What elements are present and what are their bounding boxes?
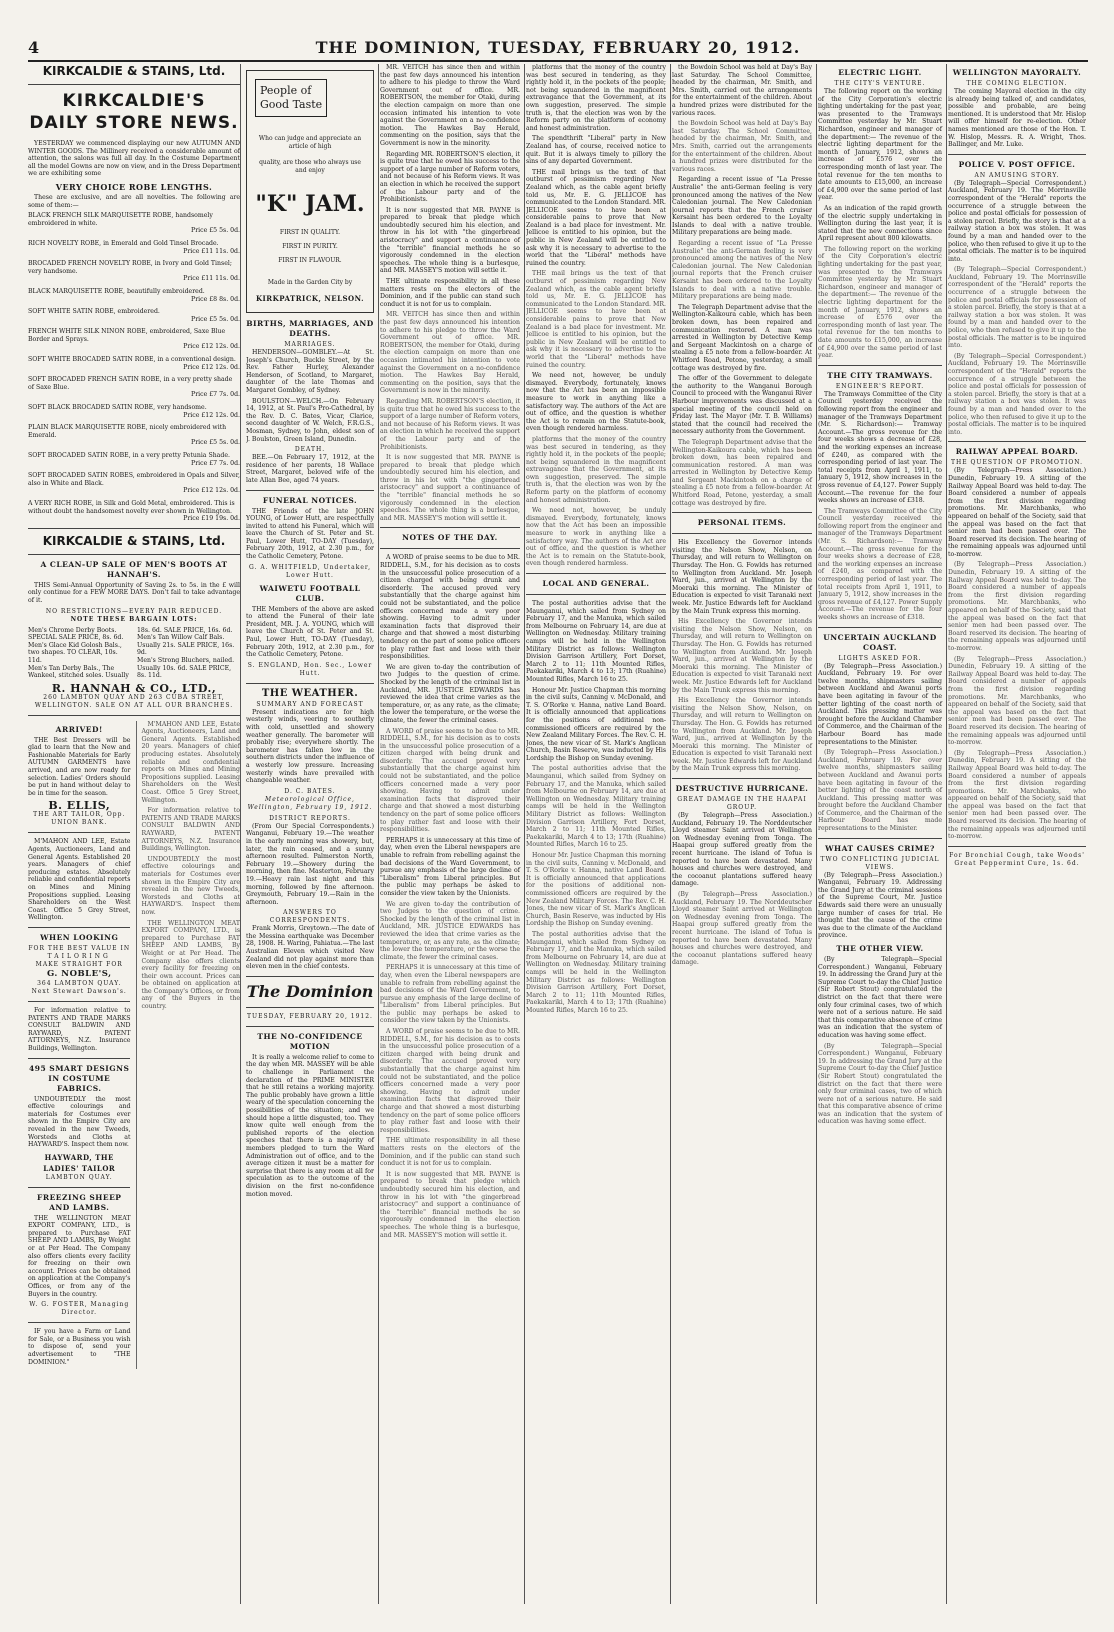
store-intro: YESTERDAY we commenced displaying our new AUTUMN AND WINTER GOODS. The Millinery received a considerable amount of attention, the salons was full all day. In the Costume Department all the model Gowns are now on view, and in the Dress Department we are exhibiting some xyxy=(28,140,240,178)
notes-text-1-more: A WORD of praise seems to be due to MR. RIDDELL, S.M., for his decision as to costs in the unsuccessful police prosecution of a citizen charged with being drunk and disorderly. The accused proved very substantially that the charge against him could not be substantiated, and the police officers concerned made a very poor showing. Having to admit under examination facts that disproved their charge and that showed a most disturbing tendency on the part of some police officers to play rather fast and loose with their responsibilities. xyxy=(380,1028,520,1134)
farm-text: IF you have a Farm or Land for Sale, or a Business you wish to dispose of, send your advertisement to "THE DOMINION." xyxy=(28,1328,131,1366)
masthead: THE DOMINION, TUESDAY, FEBRUARY 20, 1912. xyxy=(315,38,801,57)
store-news-title-1: KIRKCALDIE'S xyxy=(62,91,206,111)
column-1 xyxy=(28,64,241,1604)
hurricane-heading: DESTRUCTIVE HURRICANE. xyxy=(675,784,809,794)
other-view-text: (By Telegraph—Special Correspondent.) Wanganui, February 19. In addressing the Grand Jury at the Supreme Court to-day the Chief Justice (Sir Robert Stout) congratulated the district on the fact that there were only four criminal cases, two of which were not of a serious nature. He said that this comparative absence of crime was an indication that the system of education was having some effect. xyxy=(818,956,942,1039)
ellis-name: B. ELLIS, xyxy=(48,799,111,813)
dominion-flag: The Dominion xyxy=(246,981,374,1001)
hurricane-text: (By Telegraph—Press Association.) Auckland, February 19. The Norddeutscher Lloyd steamer Saint arrived at Wellington on Wednesday evening from Tonga. The Haapai group suffered greatly from the recent hurricane. The island of Tofua is reported to have been devastated. Many houses and churches were destroyed, and the cocoanut plantations suffered heavy damage. xyxy=(672,812,812,888)
police-text-more: (By Telegraph—Special Correspondent.) Auckland, February 19. The Morrinsville correspondent of the "Herald" reports the occurrence of a struggle between the police and postal officials for possession of a stolen parcel. Briefly, the story is that at a railway station a box was stolen. It was found by a man and handed over to the police, who then refused to give it up to the postal officials. The matter is to be inquired into. xyxy=(948,352,1086,436)
district-heading: DISTRICT REPORTS. xyxy=(269,814,351,822)
column-3 xyxy=(380,64,525,1604)
k-made: Made in the Garden City by xyxy=(267,279,353,286)
robe-price: Price £11 11s. 0d. xyxy=(183,275,240,283)
hannah-heading: A CLEAN-UP SALE OF MEN'S BOOTS AT HANNAH'S. xyxy=(40,559,228,579)
tram-heading: THE CITY TRAMWAYS. xyxy=(827,370,933,380)
firm-name: KIRKCALDIE & STAINS, Ltd. xyxy=(42,64,226,78)
k-first-2: FIRST IN PURITY. xyxy=(282,243,338,250)
robe-price: Price £12 12s. 0d. xyxy=(183,487,240,495)
electric-heading: ELECTRIC LIGHT. xyxy=(838,68,922,77)
robe-name: FRENCH WHITE SILK NINON ROBE, embroidered, Saxe Blue Border and Sprays. xyxy=(28,328,226,343)
robe-item xyxy=(28,328,240,351)
no-confidence-text: It is really a welcome relief to come to the day when MR. MASSEY will be able to challenge in Parliament the declaration of the PRIME MINISTER that he still retains a working majority. The public probably have grown a little weary of the speculation concerning the possibilities of the situation; and we should hope a little disgusted, too. They know quite well enough from the published reports of the election speeches that there is a majority of members pledged to turn the Ward Administration out of office, and to the average citizen it must be a matter for surprise that there is any room at all for speculation as to the outcome of the division on the first no-confidence motion moved. xyxy=(246,1053,374,1198)
col5-para-1: the Bowdoin School was held at Day's Bay last Saturday. The School Committee, headed by the chairman, Mr. Smith, and Mrs. Smith, carried out the arrangements for the entertainment of the children. About a hundred prizes were distributed for the various races. xyxy=(672,64,812,117)
col3-para-2-cont: Regarding MR. ROBERTSON'S election, it is quite true that he owed his success to the support of a large number of Reform voters, and not because of his Reform views. It was an election in which he received the support of the Labour party and of the Prohibitionists. xyxy=(380,397,520,451)
noble-name: G. NOBLE'S, xyxy=(46,968,112,979)
electric-text-cont: The following report on the working of the City Corporation's electric lighting undertaking for the past year, was presented to the Tramways Committee yesterday by Mr. Stuart Richardson, engineer and manager of the department:— The revenue of the electric lighting department for the month of January, 1912, shows an increase of £576 over the corresponding month of last year. The total revenue for the ten months to date amounts to £15,000, an increase of £4,900 over the same period of last year. xyxy=(818,245,942,360)
robe-name: RICH NOVELTY ROBE, in Emerald and Gold Tinsel Brocade. xyxy=(28,239,219,247)
noble-address: 364 LAMBTON QUAY. Next Stewart Dawson's. xyxy=(31,979,127,995)
k-firm: KIRKPATRICK, NELSON. xyxy=(255,294,365,303)
col1-continued-meat: THE WELLINGTON MEAT EXPORT COMPANY, LTD., is prepared to Purchase FAT SHEEP AND LAMBS, By Weight or at Per Head. The Company also offers clients every facility for freezing on their own account. Prices can be obtained on application at the Company's Offices, or from any of the Buyers in the country. xyxy=(141,919,240,1011)
column-4 xyxy=(526,64,671,1604)
club-heading: WAIWETU FOOTBALL CLUB. xyxy=(259,583,361,603)
personal-heading: PERSONAL ITEMS. xyxy=(697,518,787,528)
col1-continued-patents: For information relative to PATENTS AND TRADE MARKS CONSULT BALDWIN AND RAYWARD, PATENT ATTORNEYS, N.Z. Insurance Buildings, Wellington. xyxy=(141,807,240,853)
col1-continued-mahon: M'MAHON AND LEE, Estate Agents, Auctioneers, Land and General Agents. Established 20 years. Managers of chief producing estates. Absolutely reliable and confidential reports on Mines and Mining Propositions supplied. Leasing Shareholders on the West Coast. Office 5 Grey Street, Wellington. xyxy=(141,720,240,804)
col3-para-3-more: It is now suggested that MR. PAYNE is prepared to break that pledge which undoubtedly secured him his election, and throw in his lot with "the gingerbread aristocracy" and support a continuance of the "terrible" financial methods he so vigorously condemned in the election speeches. The whole thing is a burlesque, and MR. MASSEY'S motion will settle it. xyxy=(380,1170,520,1239)
robe-item xyxy=(28,472,240,495)
col5-para-4: The offer of the Government to delegate the authority to the Wanganui Borough Council to proceed with the Wanganui River Harbour improvements was discussed at a special meeting of the council held on Friday last. The Mayor (Mr. T. B. Williams) stated that the council had received the necessary authority from the Government. xyxy=(672,375,812,436)
hannah-item: Men's Strong Bluchers, nailed. Usually 10s. 6d. SALE PRICE, 8s. 11d. xyxy=(137,656,235,680)
patents-text: For information relative to PATENTS AND TRADE MARKS CONSULT BALDWIN AND RAYWARD, PATENT ATTORNEYS, N.Z. Insurance Buildings, Wellington. xyxy=(28,1006,131,1052)
noble-word: TAILORING xyxy=(47,952,111,960)
pgt-text-2: quality, are those who always use and enjoy xyxy=(259,159,361,174)
answers-heading: ANSWERS TO CORRESPONDENTS. xyxy=(269,909,351,925)
meat-heading: FREEZING SHEEP AND LAMBS. xyxy=(37,1192,122,1212)
robe-item xyxy=(28,288,240,303)
k-jam: "K" JAM. xyxy=(255,191,365,217)
robe-item xyxy=(28,452,240,467)
notes-heading: NOTES OF THE DAY. xyxy=(402,533,498,543)
mayoralty-heading: WELLINGTON MAYORALTY. xyxy=(952,68,1082,77)
personal-text-more: His Excellency the Governor intends visiting the Nelson Show, Nelson, on Thursday, and will return to Wellington on Thursday. The Hon. G. Fowlds has returned to Wellington from Auckland. Mr. Joseph Ward, jun., arrived at Wellington by the Moeraki this morning. The Minister of Education is expected to visit Taranaki next week. Mr. Justice Edwards left for Auckland by the Main Trunk express this morning. xyxy=(672,697,812,773)
page-header xyxy=(28,38,1088,62)
railway-text-cont: (By Telegraph—Press Association.) Dunedin, February 19. A sitting of the Railway Appeal Board was held to-day. The Board considered a number of appeals from the first division regarding promotions. Mr. Marchbanks, who appeared on behalf of the Society, said that the appeal was based on the fact that senior men had been passed over. The Board reserved its decision. The hearing of the remaining appeals was adjourned until to-morrow. xyxy=(948,561,1086,652)
crime-text: (By Telegraph—Press Association.) Wanganui, February 19. Addressing the Grand Jury at the criminal sessions of the Supreme Court, Mr. Justice Edwards said there were an unusually large number of cases for trial. He thought that the cause of the crime was due to the climate of the Auckland province. xyxy=(818,871,942,940)
firm-name-2: KIRKCALDIE & STAINS, Ltd. xyxy=(42,533,226,548)
col5-para-2: Regarding a recent issue of "La Presse Australie" the anti-German feeling is very pronounced among the natives of the New Caledonian journal. The New Caledonian journal reports that the French cruiser Kersaint has been ordered to the Loyalty Islands to deal with a native trouble. Military preparations are being made. xyxy=(672,176,812,237)
district-text: (From Our Special Correspondents.) Wanganui, February 19.—The weather in the early morning was showery, but, later, the rain ceased, and a sunny afternoon resulted. Palmerston North, February 19.—Showery during the morning, then fine. Masterton, February 19.—Heavy rain last night and this morning, followed by fine afternoon. Greymouth, February 19.—Rain in the afternoon. xyxy=(246,822,374,906)
robe-name: SOFT BROCADED FRENCH SATIN ROBE, in a very pretty shade of Saxe Blue. xyxy=(28,376,233,391)
local-text-1-cont: The postal authorities advise that the Maunganui, which sailed from Sydney on February 17, and the Manuka, which sailed from Melbourne on February 14, are due at Wellington on Wednesday. Military training camps will be held in the Wellington Military District as follows: Wellington Division Garrison Artillery, Fort Dorset, March 2 to 11; 11th Mounted Rifles, Paekakariki, March 4 to 13; 17th (Ruahine) Mounted Rifles, March 16 to 25. xyxy=(526,765,666,849)
hannah-items-heading: NOTE THESE BARGAIN LOTS: xyxy=(70,615,198,623)
col5-para-3: The Telegraph Department advise that the Wellington-Kaikoura cable, which has been broken down, has been repaired and communication restored. A man was arrested in Wellington by Detective Kemp and Sergeant Mackintosh on a charge of stealing a £5 note from a fellow-boarder. At Whitford Road, Petone, yesterday, a small cottage was destroyed by fire. xyxy=(672,303,812,372)
col3-para-3: It is now suggested that MR. PAYNE is prepared to break that pledge which undoubtedly secured him his election, and throw in his lot with "the gingerbread aristocracy" and support a continuance of the "terrible" financial methods he so vigorously condemned in the election speeches. The whole thing is a burlesque, and MR. MASSEY'S motion will settle it. xyxy=(380,206,520,275)
notes-text-3: PERHAPS it is unnecessary at this time of day, when even the Liberal newspapers are unable to refrain from rebelling against the bad decisions of the Ward Government, to pursue any emphasis of the large decline of "Liberalism" from Liberal principles. But the public may perhaps be asked to consider the view taken by the Unionists. xyxy=(380,836,520,897)
coast-text: (By Telegraph—Press Association.) Auckland, February 19. For over twelve months, shipmasters sailing between Auckland and Awanui ports have been agitating in favour of the better lighting of the coast north of Auckland. This pressing matter was brought before the Auckland Chamber of Commerce, and the Chairman of the Harbour Board has made representations to the Minister. xyxy=(818,662,942,746)
ellis-arrived: ARRIVED! xyxy=(55,724,103,734)
col4-para-4-cont: We need not, however, be unduly dismayed. Everybody, fortunately, knows now that the Act has been an impossible measure to work in anything like a satisfactory way. The authors of the Act are out of office, and the question is whether the Act is to remain on the Statute-book, even though rendered harmless. xyxy=(526,507,666,568)
local-heading: LOCAL AND GENERAL. xyxy=(542,579,650,588)
electric-text-2: As an indication of the rapid growth of the electric supply undertaking in Wellington during the last year, it is stated that the new connections since April represent about 800 kilowatts. xyxy=(818,204,942,243)
hayward-text: UNDOUBTEDLY the most effective colourings and materials for Costumes ever shown in the Empire City are revealed in the new Tweeds, Worsteds and Cloths at HAYWARD'S. Inspect them now. xyxy=(28,1095,131,1149)
robe-heading: VERY CHOICE ROBE LENGTHS. xyxy=(55,181,213,192)
ellis-sub: THE ART TAILOR, Opp. UNION BANK. xyxy=(33,811,126,827)
local-text-1: The postal authorities advise that the Maunganui, which sailed from Sydney on February 17, and the Manuka, which sailed from Melbourne on February 14, are due at Wellington on Wednesday. Military training camps will be held in the Wellington Military District as follows: Wellington Division Garrison Artillery, Fort Dorset, March 2 to 11; 11th Mounted Rifles, Paekakariki, March 4 to 13; 17th (Ruahine) Mounted Rifles, March 16 to 25. xyxy=(526,600,666,683)
tram-text-cont: The Tramways Committee of the City Council yesterday received the following report from the engineer and manager of the Tramways Department (Mr. S. Richardson):— Tramway Account.—The gross revenue for the four weeks shows a decrease of £28, and the working expenses an increase of £240, as compared with the corresponding period of last year. The total receipts from April 1, 1911, to January 5, 1912, show increases in the gross revenue of £4,127. Power Supply Account.—The revenue for the four weeks shows an increase of £318. xyxy=(818,507,942,621)
weather-sub: SUMMARY AND FORECAST xyxy=(256,700,364,708)
other-view-text-cont: (By Telegraph—Special Correspondent.) Wanganui, February 19. In addressing the Grand Jury at the Supreme Court to-day the Chief Justice (Sir Robert Stout) congratulated the district on the fact that there were only four criminal cases, two of which were not of a serious nature. He said that this comparative absence of crime was an indication that the system of education was having some effect. xyxy=(818,1042,942,1126)
robe-name: SOFT BROCADED SATIN ROBES, embroidered in Opals and Silver, also in White and Black. xyxy=(28,472,240,487)
answers-text: Frank Morris, Greytown.—The date of the Messina earthquake was December 28, 1908. H. Waring, Pahiatua.—The last Australian Eleven which visited New Zealand did not play against more than eleven men in the chief contests. xyxy=(246,925,374,971)
robe-item xyxy=(28,376,240,399)
robe-item xyxy=(28,356,240,371)
col5-para-2-cont: Regarding a recent issue of "La Presse Australie" the anti-German feeling is very pronounced among the natives of the New Caledonian journal. The New Caledonian journal reports that the French cruiser Kersaint has been ordered to the Loyalty Islands to deal with a native trouble. Military preparations are being made. xyxy=(672,240,812,301)
robe-item xyxy=(28,212,240,235)
hayward-address: LAMBTON QUAY. xyxy=(45,1173,113,1181)
hannah-items xyxy=(28,627,240,680)
police-text: (By Telegraph—Special Correspondent.) Auckland, February 19. The Morrinsville correspondent of the "Herald" reports the occurrence of a struggle between the police and postal officials for possession of a stolen parcel. Briefly, the story is that at a railway station a box was stolen. It was found by a man and handed over to the police, who then refused to give it up to the postal officials. The matter is to be inquired into. xyxy=(948,179,1086,263)
hannah-item: Men's Glace Kid Golosh Bals., two shapes. TO CLEAR, 10s. 11d. xyxy=(28,641,122,664)
robe-name: SOFT WHITE SATIN ROBE, embroidered. xyxy=(28,308,160,316)
robe-item xyxy=(28,424,240,447)
pgt-text-1: Who can judge and appreciate an article of high xyxy=(258,135,362,150)
local-text-1-more: The postal authorities advise that the Maunganui, which sailed from Sydney on February 17, and the Manuka, which sailed from Melbourne on February 14, are due at Wellington on Wednesday. Military training camps will be held in the Wellington Military District as follows: Wellington Division Garrison Artillery, Fort Dorset, March 2 to 11; 11th Mounted Rifles, Paekakariki, March 4 to 13; 17th (Ruahine) Mounted Rifles, March 16 to 25. xyxy=(526,930,666,1014)
hannah-intro: THIS Semi-Annual Opportunity of Saving 2s. to 5s. in the £ will only continue for a FEW MORE DAYS. Don't fail to take advantage of it. xyxy=(28,581,240,604)
crime-sub: TWO CONFLICTING JUDICIAL VIEWS. xyxy=(820,855,940,871)
k-first-1: FIRST IN QUALITY. xyxy=(279,229,341,236)
robe-name: SOFT BROCADED SATIN ROBE, in a very pretty Petunia Shade. xyxy=(28,452,230,459)
col4-para-3: THE mail brings us the text of that outburst of pessimism regarding New Zealand which, as the cable agent briefly told us, Mr. E. G. JELLICOE has communicated to the London Standard. MR. JELLICOE seems to have been at considerable pains to prove that New Zealand is a bad place for investment. Mr. Jellicoe is entitled to his opinion, but the public in New Zealand will be entitled to ask why it is necessary to advertise to the world that the "Liberal" methods have ruined the country. xyxy=(526,168,666,267)
robe-name: PLAIN BLACK MARQUISETTE ROBE, nicely embroidered with Emerald. xyxy=(28,424,227,439)
k-jam-advert xyxy=(246,70,374,313)
pgt-title-1: People of xyxy=(260,84,312,97)
railway-heading: RAILWAY APPEAL BOARD. xyxy=(955,447,1079,457)
weather-heading: THE WEATHER. xyxy=(261,687,359,699)
police-text-cont: (By Telegraph—Special Correspondent.) Auckland, February 19. The Morrinsville correspondent of the "Herald" reports the occurrence of a struggle between the police and postal officials for possession of a stolen parcel. Briefly, the story is that at a railway station a box was stolen. It was found by a man and handed over to the police, who then refused to give it up to the postal officials. The matter is to be inquired into. xyxy=(948,266,1086,350)
col5-para-1-cont: the Bowdoin School was held at Day's Bay last Saturday. The School Committee, headed by the chairman, Mr. Smith, and Mrs. Smith, carried out the arrangements for the entertainment of the children. About a hundred prizes were distributed for the various races. xyxy=(672,120,812,173)
hurricane-sub: GREAT DAMAGE IN THE HAAPAI GROUP. xyxy=(677,796,807,812)
pgt-title-2: Good Taste xyxy=(260,98,323,111)
col3-para-4-more: THE ultimate responsibility in all these matters rests on the electors of the Dominion, and if the public can stand such conduct it is not for us to complain. xyxy=(380,1137,520,1168)
other-view-heading: THE OTHER VIEW. xyxy=(836,944,924,953)
police-heading: POLICE V. POST OFFICE. xyxy=(958,159,1076,169)
death-heading: DEATH. xyxy=(294,446,326,454)
noble-heading: WHEN LOOKING xyxy=(40,932,119,942)
marriages-heading: MARRIAGES. xyxy=(284,341,336,348)
column-6 xyxy=(818,64,947,1604)
hayward-name: HAYWARD, THE LADIES' TAILOR xyxy=(43,1152,116,1173)
col5-para-3-cont: The Telegraph Department advise that the Wellington-Kaikoura cable, which has been broken down, has been repaired and communication restored. A man was arrested in Wellington by Detective Kemp and Sergeant Mackintosh on a charge of stealing a £5 note from a fellow-boarder. At Whitford Road, Petone, yesterday, a small cottage was destroyed by fire. xyxy=(672,438,812,507)
col3-para-1: MR. VEITCH has since then and within the past few days announced his intention to adhere to his pledge to throw the Ward Government out of office. MR. ROBERTSON, the member for Otaki, during the election campaign on more than one occasion intimated his intention to vote against the Government on a no-confidence motion. The Hawkes Bay Herald, commenting on the position, says that the Government is now in the minority. xyxy=(380,64,520,147)
marriage-2: BOULSTON—WELCH.—On February 14, 1912, at St. Paul's Pro-Cathedral, by the Rev. D. C. Bates, Vicar, Clarice, second daughter of W. Welch, F.R.G.S., Mosman, Sydney, to John, eldest son of J. Boulston, Green Island, Dunedin. xyxy=(246,397,374,443)
police-sub: AN AMUSING STORY. xyxy=(974,171,1060,179)
notes-text-1: A WORD of praise seems to be due to MR. RIDDELL, S.M., for his decision as to costs in the unsuccessful police prosecution of a citizen charged with being drunk and disorderly. The accused proved very substantially that the charge against him could not be substantiated, and the police officers concerned made a very poor showing. Having to admit under examination facts that disproved their charge and that showed a most disturbing tendency on the part of some police officers to play rather fast and loose with their responsibilities. xyxy=(380,554,520,661)
ellis-text: THE Best Dressers will be glad to learn that the New and Fashionable Materials for Early AUTUMN GARMENTS have arrived, and are now ready for selection. Ladies' Orders should be put in hand without delay to be in time for the season. xyxy=(28,736,131,797)
coast-text-cont: (By Telegraph—Press Association.) Auckland, February 19. For over twelve months, shipmasters sailing between Auckland and Awanui ports have been agitating in favour of the better lighting of the coast north of Auckland. This pressing matter was brought before the Auckland Chamber of Commerce, and the Chairman of the Harbour Board has made representations to the Minister. xyxy=(818,749,942,833)
railway-sub: THE QUESTION OF PROMOTION. xyxy=(950,459,1084,467)
robe-price: Price £8 8s. 0d. xyxy=(191,295,240,303)
bottom-notice: For Bronchial Cough, take Woods' Great Peppermint Cure, 1s. 6d. xyxy=(949,851,1085,867)
robe-item xyxy=(28,308,240,323)
weather-text: Present indications are for high westerly winds, veering to southerly with cold, unsettled and showery weather generally. The barometer will probably rise; everywhere shortly. The barometer has fallen low in the southern districts under the influence of a westerly low pressure. Increasing westerly winds have prevailed with changeable weather. xyxy=(246,708,374,785)
robe-item xyxy=(28,240,240,255)
robe-name: SOFT WHITE BROCADED SATIN ROBE, in a conventional design. xyxy=(28,356,236,364)
meat-sign: W. G. FOSTER, Managing Director. xyxy=(29,1301,130,1317)
coast-heading: UNCERTAIN AUCKLAND COAST. xyxy=(823,632,937,652)
notes-text-2-cont: We are given to-day the contribution of two Judges to the question of crime. Shocked by the length of the criminal list in Auckland, MR. JUSTICE EDWARDS has reviewed the idea that crime varies as the temperature, or, as any rate, as the climate; the lower the temperature, or the worse the climate, the fewer the criminal cases. xyxy=(380,900,520,961)
col1-continued-hayward: UNDOUBTEDLY the most effective colourings and materials for Costumes ever shown in the Empire City are revealed in the new Tweeds, Worsteds and Cloths at HAYWARD'S. Inspect them now. xyxy=(141,855,240,916)
robe-price: Price £19 19s. 0d. xyxy=(183,515,240,523)
mahon-text: M'MAHON AND LEE, Estate Agents, Auctioneers, Land and General Agents. Established 20 years. Managers of chief producing estates. Absolutely reliable and confidential reports on Mines and Mining Propositions supplied. Leasing Shareholders on the West Coast. Office 5 Grey Street, Wellington. xyxy=(28,838,131,922)
notes-text-2: We are given to-day the contribution of two Judges to the question of crime. Shocked by the length of the criminal list in Auckland, MR. JUSTICE EDWARDS has reviewed the idea that crime varies as the temperature, or, as any rate, as the climate; the lower the temperature, or the worse the climate, the fewer the criminal cases. xyxy=(380,663,520,724)
col3-para-2: Regarding MR. ROBERTSON'S election, it is quite true that he owed his success to the support of a large number of Reform voters, and not because of his Reform views. It was an election in which he received the support of the Labour party and of the Prohibitionists. xyxy=(380,150,520,204)
column-7 xyxy=(948,64,1086,1604)
hannah-address: 260 LAMBTON QUAY AND 263 CUBA STREET, WELLINGTON. SALE ON AT ALL OUR BRANCHES. xyxy=(34,693,234,709)
hayward-heading: 495 SMART DESIGNS IN COSTUME FABRICS. xyxy=(29,1063,130,1093)
hannah-item: Men's Tan Willow Calf Bals. Usually 21s. SALE PRICE, 16s. 9d. xyxy=(137,634,235,657)
notes-text-3-cont: PERHAPS it is unnecessary at this time of day, when even the Liberal newspapers are unable to refrain from rebelling against the bad decisions of the Ward Government, to pursue any emphasis of the large decline of "Liberalism" from Liberal principles. But the public may perhaps be asked to consider the view taken by the Unionists. xyxy=(380,964,520,1025)
no-confidence-heading: THE NO-CONFIDENCE MOTION xyxy=(257,1031,363,1051)
noble-make: MAKE STRAIGHT FOR xyxy=(35,960,123,968)
funeral-heading: FUNERAL NOTICES. xyxy=(262,495,358,505)
dominion-date: TUESDAY, FEBRUARY 20, 1912. xyxy=(247,1012,373,1020)
col4-para-4: We need not, however, be unduly dismayed. Everybody, fortunately, knows now that the Act has been an impossible measure to work in anything like a satisfactory way. The authors of the Act are out of office, and the question is whether the Act is to remain on the Statute-book, even though rendered harmless. xyxy=(526,372,666,433)
robe-price: Price £12 12s. 0d. xyxy=(183,363,240,371)
k-first-3: FIRST IN FLAVOUR. xyxy=(278,257,342,264)
personal-text: His Excellency the Governor intends visiting the Nelson Show, Nelson, on Thursday, and will return to Wellington on Thursday. The Hon. G. Fowlds has returned to Wellington from Auckland. Mr. Joseph Ward, jun., arrived at Wellington by the Moeraki this morning. The Minister of Education is expected to visit Taranaki next week. Mr. Justice Edwards left for Auckland by the Main Trunk express this morning. xyxy=(672,539,812,615)
robe-price: Price £12 12s. 0d. xyxy=(183,411,240,419)
marriage-1: HENDERSON—GOMBLEY.—At St. Joseph's Church, Buckle Street, by the Rev. Father Hurley, Alexander Henderson, of Scotland, to Margaret, daughter of the late Thomas and Margaret Gombley, of Sydney. xyxy=(246,349,374,394)
railway-text-end: (By Telegraph—Press Association.) Dunedin, February 19. A sitting of the Railway Appeal Board was held to-day. The Board considered a number of appeals from the first division regarding promotions. Mr. Marchbanks, who appeared on behalf of the Society, said that the appeal was based on the fact that senior men had been passed over. The Board reserved its decision. The hearing of the remaining appeals was adjourned until to-morrow. xyxy=(948,749,1086,841)
coast-sub: LIGHTS ASKED FOR. xyxy=(838,654,922,662)
col3-para-3-cont: It is now suggested that MR. PAYNE is prepared to break that pledge which undoubtedly secured him his election, and throw in his lot with "the gingerbread aristocracy" and support a continuance of the "terrible" financial methods he so vigorously condemned in the election speeches. The whole thing is a burlesque, and MR. MASSEY'S motion will settle it. xyxy=(380,454,520,522)
robe-item xyxy=(28,260,240,283)
robe-list xyxy=(28,212,240,523)
personal-text-cont: His Excellency the Governor intends visiting the Nelson Show, Nelson, on Thursday, and will return to Wellington on Thursday. The Hon. G. Fowlds has returned to Wellington from Auckland. Mr. Joseph Ward, jun., arrived at Wellington by the Moeraki this morning. The Minister of Education is expected to visit Taranaki next week. Mr. Justice Edwards left for Auckland by the Main Trunk express this morning. xyxy=(672,618,812,694)
electric-text: The following report on the working of the City Corporation's electric lighting undertaking for the past year, was presented to the Tramways Committee yesterday by Mr. Stuart Richardson, engineer and manager of the department:— The revenue of the electric lighting department for the month of January, 1912, shows an increase of £576 over the corresponding month of last year. The total revenue for the ten months to date amounts to £15,000, an increase of £4,900 over the same period of last year. xyxy=(818,88,942,202)
meat-text: THE WELLINGTON MEAT EXPORT COMPANY, LTD., is prepared to Purchase FAT SHEEP AND LAMBS, By Weight or at Per Head. The Company also offers clients every facility for freezing on their own account. Prices can be obtained on application at the Company's Offices, or from any of the Buyers in the country. xyxy=(28,1214,131,1298)
mayoralty-sub: THE COMING ELECTION. xyxy=(966,80,1068,87)
local-text-2: Honour Mr. Justice Chapman this morning in the civil suits, Canning v. McDonald, and T. S. O'Rorke v. Hanna, native Land Board. It is officially announced that applications for the positions of additional non-commissioned officers are required by the New Zealand Military Forces. The Rev. C. H. Jones, the new vicar of St. Mark's Anglican Church, Basin Reserve, was inducted by His Lordship the Bishop on Sunday evening. xyxy=(526,686,666,762)
robe-price: Price £5 5s. 0d. xyxy=(191,227,240,235)
robe-price: Price £12 12s. 0d. xyxy=(183,343,240,351)
robe-note: These are exclusive, and are all novelties. The following are some of them:— xyxy=(28,193,240,209)
col4-para-1: platforms that the money of the country was best secured in tendering, as they rightly hold it, in the pockets of the people; not being squandered in the magnificent extravagance that the Government, at its own suggestion, preserved. The simple truth is, that the election was won by the Reform party on the platform of economy and honest administration. xyxy=(526,64,666,132)
local-text-2-cont: Honour Mr. Justice Chapman this morning in the civil suits, Canning v. McDonald, and T. S. O'Rorke v. Hanna, native Land Board. It is officially announced that applications for the positions of additional non-commissioned officers are required by the New Zealand Military Forces. The Rev. C. H. Jones, the new vicar of St. Mark's Anglican Church, Basin Reserve, was inducted by His Lordship the Bishop on Sunday evening. xyxy=(526,852,666,928)
electric-sub: THE CITY'S VENTURE. xyxy=(834,80,926,87)
funeral-1: THE Friends of the late JOHN YOUNG, of Lower Hutt, are respectfully invited to attend his Funeral, which will leave the Church of St. Peter and St. Paul, Lower Hutt, TO-DAY (Tuesday), February 20th, 1912, at 2.30 p.m., for the Catholic Cemetery, Petone. xyxy=(246,507,374,561)
weather-sign: D. C. BATES. xyxy=(284,787,336,795)
robe-price: Price £5 5s. 0d. xyxy=(191,315,240,323)
notes-text-1-cont: A WORD of praise seems to be due to MR. RIDDELL, S.M., for his decision as to costs in the unsuccessful police prosecution of a citizen charged with being drunk and disorderly. The accused proved very substantially that the charge against him could not be substantiated, and the police officers concerned made a very poor showing. Having to admit under examination facts that disproved their charge and that showed a most disturbing tendency on the part of some police officers to play rather fast and loose with their responsibilities. xyxy=(380,727,520,834)
robe-price: Price £11 11s. 0d. xyxy=(183,247,240,255)
robe-price: Price £7 7s. 0d. xyxy=(191,459,240,467)
funeral-sign: G. A. WHITFIELD, Undertaker, Lower Hutt. xyxy=(248,563,372,579)
tram-sub: ENGINEER'S REPORT. xyxy=(835,382,925,390)
column-2 xyxy=(246,64,379,1604)
death-1: BEE.—On February 17, 1912, at the residence of her parents, 18 Wallace Street, Margaret, beloved wife of the late Allan Bee, aged 74 years. xyxy=(246,454,374,484)
railway-text: (By Telegraph—Press Association.) Dunedin, February 19. A sitting of the Railway Appeal Board was held to-day. The Board considered a number of appeals from the first division regarding promotions. Mr. Marchbanks, who appeared on behalf of the Society, said that the appeal was based on the fact that senior men had been passed over. The Board reserved its decision. The hearing of the remaining appeals was adjourned until to-morrow. xyxy=(948,467,1086,558)
robe-name: SOFT BLACK BROCADED SATIN ROBE, very handsome. xyxy=(28,404,207,412)
robe-item xyxy=(28,500,240,523)
railway-text-more: (By Telegraph—Press Association.) Dunedin, February 19. A sitting of the Railway Appeal Board was held to-day. The Board considered a number of appeals from the first division regarding promotions. Mr. Marchbanks, who appeared on behalf of the Society, said that the appeal was based on the fact that senior men had been passed over. The Board reserved its decision. The hearing of the remaining appeals was adjourned until to-morrow. xyxy=(948,655,1086,747)
robe-price: Price £7 7s. 0d. xyxy=(191,391,240,399)
store-news-title-2: DAILY STORE NEWS. xyxy=(29,113,239,133)
weather-office: Meteorological Office, Wellington, February 19, 1912. xyxy=(247,795,373,811)
robe-price: Price £5 5s. 0d. xyxy=(191,439,240,447)
mayoralty-text: The coming Mayoral election in the city is already being talked of, and candidates, possible and probable, are being mentioned. It is understood that Mr. Hislop will offer himself for re-election. Other names mentioned are those of the Hon. T. W. Hislop, Messrs. R. A. Wright, Thos. Ballinger, and Mr. Luke. xyxy=(948,88,1086,149)
hannah-firm: R. HANNAH & CO., LTD., xyxy=(51,681,217,695)
tram-text: The Tramways Committee of the City Council yesterday received the following report from the engineer and manager of the Tramways Department (Mr. S. Richardson):— Tramway Account.—The gross revenue for the four weeks shows a decrease of £28, and the working expenses an increase of £240, as compared with the corresponding period of last year. The total receipts from April 1, 1911, to January 5, 1912, show increases in the gross revenue of £4,127. Power Supply Account.—The revenue for the four weeks shows an increase of £318. xyxy=(818,390,942,505)
column-5 xyxy=(672,64,817,1604)
col4-para-1-cont: platforms that the money of the country was best secured in tendering, as they rightly hold it, in the pockets of the people; not being squandered in the magnificent extravagance that the Government, at its own suggestion, preserved. The simple truth is, that the election was won by the Reform party on the platform of economy and honest administration. xyxy=(526,435,666,504)
hannah-item: Men's Tan Derby Bals., The Wankeel, stitched soles. Usually 18s. 6d. SALE PRICE, 16s. 6d. xyxy=(28,626,233,680)
club-text: THE Members of the above are asked to attend the Funeral of their late President, MR. J. A. YOUNG, which will leave the Church of St. Peter and St. Paul, Lower Hutt, TO-DAY (Tuesday), February 20th, 1912, at 2.30 p.m., for the Catholic Cemetery, Petone. xyxy=(246,605,374,659)
page-number: 4 xyxy=(28,38,40,57)
club-sign: S. ENGLAND, Hon. Sec., Lower Hutt. xyxy=(247,661,373,677)
col3-para-1-cont: MR. VEITCH has since then and within the past few days announced his intention to adhere to his pledge to throw the Ward Government out of office. MR. ROBERTSON, the member for Otaki, during the election campaign on more than one occasion intimated his intention to vote against the Government on a no-confidence motion. The Hawkes Bay Herald, commenting on the position, says that the Government is now in the minority. xyxy=(380,311,520,395)
robe-name: BLACK MARQUISETTE ROBE, beautifully embroidered. xyxy=(28,287,205,295)
crime-heading: WHAT CAUSES CRIME? xyxy=(825,843,935,853)
robe-name: A VERY RICH ROBE, in Silk and Gold Metal, embroidered. This is without doubt the handsomest novelty ever shown in Wellington. xyxy=(28,499,235,515)
hurricane-text-cont: (By Telegraph—Press Association.) Auckland, February 19. The Norddeutscher Lloyd steamer Saint arrived at Wellington on Wednesday evening from Tonga. The Haapai group suffered greatly from the recent hurricane. The island of Tofua is reported to have been devastated. Many houses and churches were destroyed, and the cocoanut plantations suffered heavy damage. xyxy=(672,891,812,967)
col4-para-2: The spendthrift "Liberal" party in New Zealand has, of course, received notice to quit. But it is always timely to pillory the sins of any departed Government. xyxy=(526,135,666,166)
hannah-note: NO RESTRICTIONS—EVERY PAIR REDUCED. xyxy=(45,607,223,615)
col3-para-4: THE ultimate responsibility in all these matters rests on the electors of the Dominion, and if the public can stand such conduct it is not for us to complain. xyxy=(380,278,520,308)
bmd-heading: BIRTHS, MARRIAGES, AND DEATHS. xyxy=(246,319,374,338)
noble-sub: FOR THE BEST VALUE IN xyxy=(28,944,131,952)
hannah-item: Men's Chrome Derby Boots. SPECIAL SALE PRICE, 8s. 6d. xyxy=(28,626,124,642)
robe-name: BLACK FRENCH SILK MARQUISETTE ROBE, handsomely embroidered in white. xyxy=(28,212,213,227)
col4-para-3-cont: THE mail brings us the text of that outburst of pessimism regarding New Zealand which, as the cable agent briefly told us, Mr. E. G. JELLICOE has communicated to the London Standard. MR. JELLICOE seems to have been at considerable pains to prove that New Zealand is a bad place for investment. Mr. Jellicoe is entitled to his opinion, but the public in New Zealand will be entitled to ask why it is necessary to advertise to the world that the "Liberal" methods have ruined the country. xyxy=(526,270,666,369)
robe-item xyxy=(28,404,240,419)
robe-name: BROCADED FRENCH NOVELTY ROBE, in Ivory and Gold Tinsel; very handsome. xyxy=(28,260,232,275)
